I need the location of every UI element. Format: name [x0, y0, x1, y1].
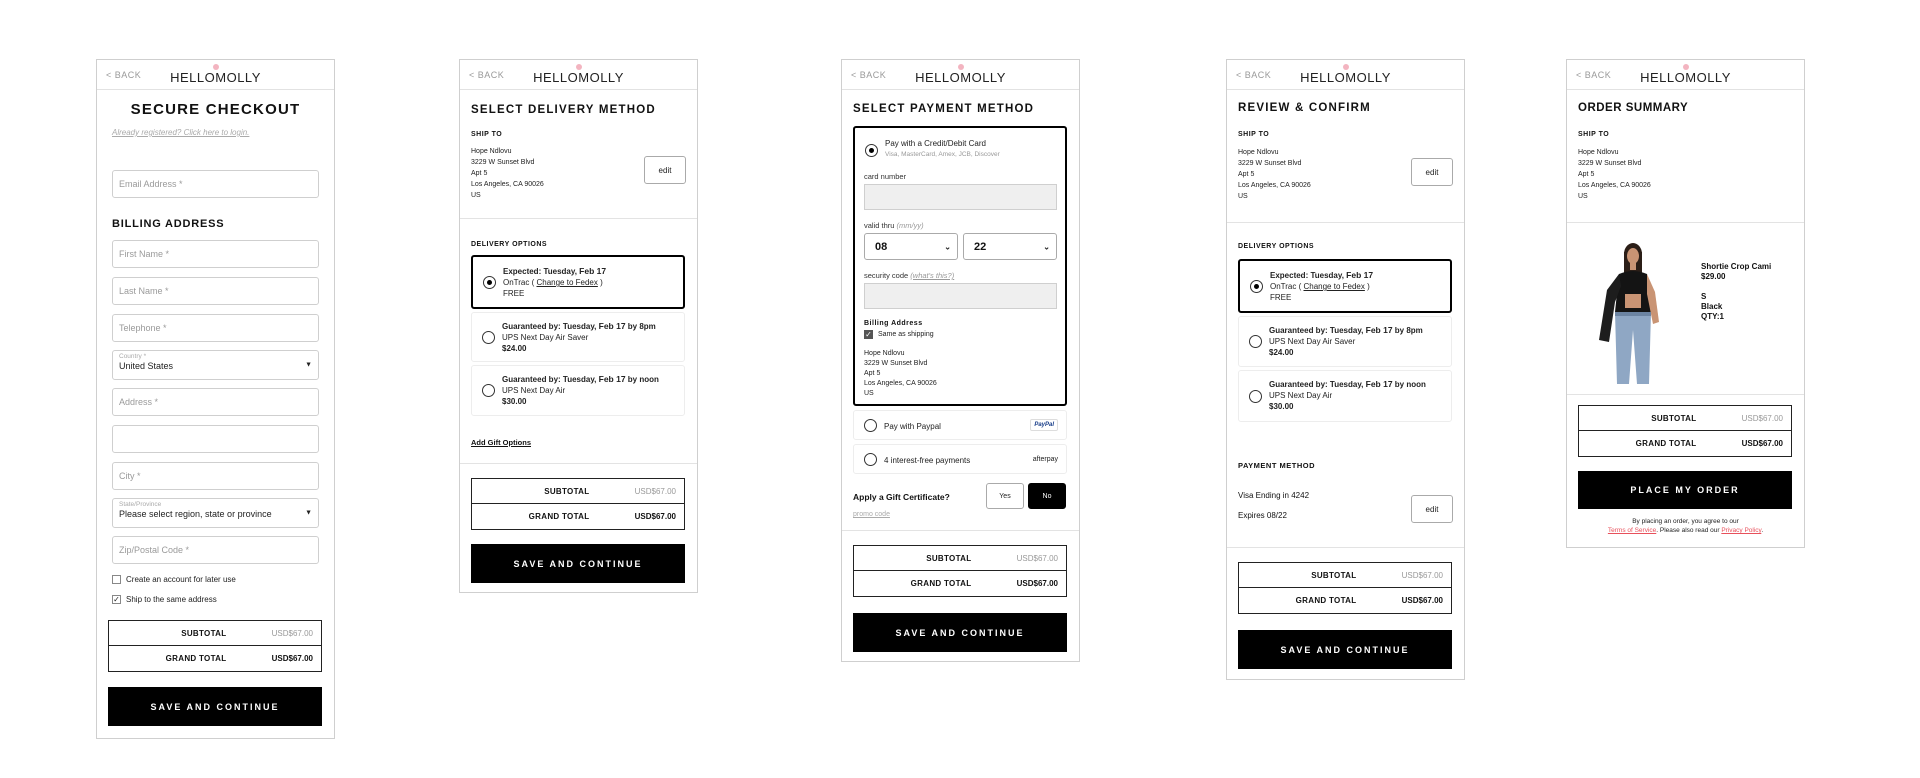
delivery-options-label: DELIVERY OPTIONS	[471, 241, 548, 248]
promo-code-link[interactable]: promo code	[853, 511, 890, 518]
address-line: 3229 W Sunset Blvd	[1238, 160, 1302, 167]
opt1-carrier: OnTrac (	[1270, 282, 1304, 291]
afterpay-logo: afterpay	[1032, 456, 1058, 463]
product-details	[1701, 262, 1771, 322]
delivery-option-ontrac[interactable]	[471, 255, 685, 309]
product-name[interactable]: Shortie Crop Cami	[1701, 262, 1772, 271]
ship-address	[471, 146, 544, 201]
logo[interactable]: HELLOMOLLY	[170, 70, 261, 85]
option-text	[1269, 325, 1423, 358]
subtotal-label: SUBTOTAL	[181, 628, 227, 638]
logo[interactable]: HELLOMOLLY	[1300, 70, 1391, 85]
edit-payment-button[interactable]: edit	[1411, 495, 1453, 523]
save-continue-button[interactable]: SAVE AND CONTINUE	[108, 687, 322, 726]
grand-total-label: GRAND TOTAL	[910, 579, 972, 588]
save-continue-button[interactable]: SAVE AND CONTINUE	[1238, 630, 1452, 669]
same-as-shipping-checkbox[interactable]	[864, 330, 934, 339]
divider	[460, 218, 697, 219]
opt2-carrier: UPS Next Day Air Saver	[1269, 337, 1356, 346]
delivery-option-ontrac[interactable]	[1238, 259, 1452, 313]
opt2-guaranteed: Guaranteed by: Tuesday,	[502, 322, 599, 331]
billing-heading: BILLING ADDRESS	[112, 218, 225, 230]
terms-of-service-link[interactable]: Terms of Service	[1607, 527, 1657, 534]
country-label: Country *	[119, 353, 147, 360]
product-qty: QTY:1	[1701, 312, 1724, 321]
subtotal-value: USD$67.00	[634, 486, 676, 496]
opt3-price: $30.00	[1269, 402, 1294, 411]
same-as-shipping-label: Same as shipping	[878, 331, 934, 338]
screen-payment-method	[841, 59, 1080, 662]
divider	[842, 530, 1079, 531]
divider	[1567, 222, 1804, 223]
country-select[interactable]	[112, 350, 319, 380]
opt2-date: Feb 17	[1365, 325, 1393, 335]
opt1-date: Feb 17	[1346, 270, 1374, 280]
header	[842, 60, 1079, 90]
opt2-carrier: UPS Next Day Air Saver	[502, 333, 589, 342]
grand-total-value: USD$67.00	[1741, 439, 1783, 448]
gift-no-button[interactable]: No	[1028, 483, 1066, 509]
checkmark-icon[interactable]: ✓	[865, 329, 872, 339]
opt1-carrier: OnTrac (	[503, 278, 537, 287]
afterpay-option[interactable]	[853, 444, 1067, 474]
billing-address	[864, 349, 937, 399]
page-title: SELECT DELIVERY METHOD	[471, 104, 656, 116]
opt3-guaranteed: Guaranteed by: Tuesday,	[502, 375, 599, 384]
chevron-down-icon: ⌄	[1043, 242, 1050, 251]
ship-to-label: SHIP TO	[1238, 131, 1270, 138]
year-value: 22	[974, 240, 987, 253]
opt2-time: by 8pm	[625, 322, 656, 331]
card-number-input[interactable]	[864, 184, 1057, 210]
page-title: SELECT PAYMENT METHOD	[853, 103, 1035, 115]
product-size: S	[1701, 292, 1707, 301]
card-title: Pay with a Credit/Debit Card	[885, 139, 986, 148]
save-continue-button[interactable]: SAVE AND CONTINUE	[853, 613, 1067, 652]
grand-total-value: USD$67.00	[1016, 579, 1058, 588]
terms-intro: By placing an order, you agree to our	[1632, 518, 1739, 525]
address-line: US	[1238, 193, 1248, 200]
back-link[interactable]: < BACK	[851, 70, 887, 80]
last-name-field[interactable]: Last Name *	[112, 277, 319, 305]
gift-certificate-label: Apply a Gift Certificate?	[853, 492, 950, 502]
security-code-label	[864, 271, 954, 280]
header	[460, 60, 697, 90]
change-fedex-link[interactable]: Change to Fedex	[1303, 282, 1365, 291]
back-link[interactable]: < BACK	[1576, 70, 1612, 80]
address-line: US	[864, 390, 874, 397]
logo[interactable]: HELLOMOLLY	[533, 70, 624, 85]
option-text	[503, 266, 606, 299]
delivery-option-ups-air[interactable]	[471, 365, 685, 416]
valid-thru-label	[864, 221, 924, 230]
grand-total-row	[109, 646, 321, 671]
opt3-guaranteed: Guaranteed by: Tuesday,	[1269, 380, 1366, 389]
state-label: State/Province	[119, 501, 162, 508]
header	[1227, 60, 1464, 90]
delivery-option-ups-saver[interactable]	[1238, 316, 1452, 367]
security-code-input[interactable]	[864, 283, 1057, 309]
radio-selected-icon[interactable]	[483, 276, 496, 289]
divider	[1227, 222, 1464, 223]
city-field[interactable]: City *	[112, 462, 319, 490]
opt3-carrier: UPS Next Day Air	[502, 386, 566, 395]
opt1-date: Feb 17	[579, 266, 607, 276]
logo[interactable]: HELLOMOLLY	[915, 70, 1006, 85]
divider	[460, 463, 697, 464]
header	[1567, 60, 1804, 90]
address-line: Hope Ndlovu	[1578, 149, 1619, 156]
opt2-price: $24.00	[1269, 348, 1294, 357]
page-title: ORDER SUMMARY	[1578, 102, 1689, 114]
totals-table	[1578, 405, 1792, 457]
opt2-date: Feb 17	[598, 321, 626, 331]
totals-table	[108, 620, 322, 672]
terms-text	[1567, 517, 1804, 535]
address-line: 3229 W Sunset Blvd	[864, 360, 928, 367]
card-expires: Expires 08/22	[1238, 511, 1287, 520]
ship-address	[1578, 147, 1651, 202]
radio-selected-icon[interactable]	[865, 144, 878, 157]
terms-end: .	[1761, 527, 1764, 534]
address-line: Apt 5	[1578, 171, 1595, 178]
opt3-date: Feb 17	[1365, 379, 1393, 389]
divider	[1227, 547, 1464, 548]
back-link[interactable]: < BACK	[469, 70, 505, 80]
address-line: US	[471, 192, 481, 199]
subtotal-row	[1239, 563, 1451, 588]
valid-thru-text: valid thru	[864, 221, 897, 230]
delivery-option-ups-air[interactable]	[1238, 370, 1452, 422]
subtotal-label: SUBTOTAL	[1311, 570, 1357, 580]
telephone-field[interactable]: Telephone *	[112, 314, 319, 342]
paypal-logo: PayPal	[1030, 419, 1058, 431]
delivery-options-label: DELIVERY OPTIONS	[1238, 243, 1315, 250]
state-value: Please select region, state or province	[119, 509, 272, 519]
grand-total-row	[1239, 588, 1451, 613]
screen-secure-checkout	[96, 59, 335, 739]
grand-total-label: GRAND TOTAL	[1295, 596, 1357, 605]
year-select[interactable]	[963, 233, 1057, 260]
radio-icon[interactable]	[864, 419, 877, 432]
create-account-label: Create an account for later use	[126, 575, 236, 584]
address-line: 3229 W Sunset Blvd	[1578, 160, 1642, 167]
option-text	[502, 321, 656, 354]
chevron-down-icon: ▼	[305, 509, 312, 517]
product-price: $29.00	[1701, 272, 1726, 281]
subtotal-label: SUBTOTAL	[1651, 413, 1697, 423]
gift-yes-button[interactable]: Yes	[986, 483, 1024, 509]
delivery-option-ups-saver[interactable]	[471, 312, 685, 362]
ship-to-label: SHIP TO	[1578, 131, 1610, 138]
address-field[interactable]: Address *	[112, 388, 319, 416]
opt1-paren: )	[597, 278, 603, 287]
page-title: REVIEW & CONFIRM	[1238, 102, 1371, 114]
grand-total-label: GRAND TOTAL	[165, 654, 227, 663]
address-line: Hope Ndlovu	[471, 148, 512, 155]
visa-ending: Visa Ending in 4242	[1238, 491, 1310, 500]
email-field[interactable]: Email Address *	[112, 170, 319, 198]
opt3-time: by noon	[625, 375, 659, 384]
login-link[interactable]: Already registered? Click here to login.	[112, 128, 250, 137]
screen-order-summary	[1566, 59, 1805, 548]
edit-shipping-button[interactable]: edit	[1411, 158, 1453, 186]
save-continue-button[interactable]: SAVE AND CONTINUE	[471, 544, 685, 583]
screen-review-confirm	[1226, 59, 1465, 680]
paypal-label: Pay with Paypal	[884, 422, 941, 431]
subtotal-value: USD$67.00	[1401, 570, 1443, 580]
whats-this-link[interactable]: (what's this?)	[910, 271, 955, 280]
subtotal-value: USD$67.00	[1741, 413, 1783, 423]
month-value: 08	[875, 240, 888, 253]
back-link[interactable]: < BACK	[1236, 70, 1272, 80]
card-payment-panel[interactable]	[853, 126, 1067, 406]
ship-same-checkbox[interactable]	[112, 595, 217, 604]
country-value: United States	[119, 361, 174, 371]
option-text	[1270, 270, 1373, 303]
opt3-date: Feb 17	[598, 374, 626, 384]
screen-delivery-method	[459, 59, 698, 593]
grand-total-row	[1579, 431, 1791, 456]
billing-address-label: Billing Address	[864, 320, 923, 327]
opt1-price: FREE	[503, 289, 525, 298]
totals-table	[471, 478, 685, 530]
grand-total-label: GRAND TOTAL	[1635, 439, 1697, 448]
opt1-price: FREE	[1270, 293, 1292, 302]
address-line: 3229 W Sunset Blvd	[471, 159, 535, 166]
radio-icon[interactable]	[482, 331, 495, 344]
grand-total-value: USD$67.00	[1401, 596, 1443, 605]
product-image	[1585, 242, 1677, 384]
radio-icon[interactable]	[1249, 390, 1262, 403]
opt2-guaranteed: Guaranteed by: Tuesday,	[1269, 326, 1366, 335]
checkmark-icon[interactable]: ✓	[113, 594, 120, 604]
change-fedex-link[interactable]: Change to Fedex	[536, 278, 598, 287]
chevron-down-icon: ⌄	[944, 242, 951, 251]
privacy-policy-link[interactable]: Privacy Policy	[1721, 527, 1762, 534]
valid-format: (mm/yy)	[896, 221, 924, 230]
opt2-time: by 8pm	[1392, 326, 1423, 335]
back-link[interactable]: < BACK	[106, 70, 142, 80]
subtotal-value: USD$67.00	[271, 628, 313, 638]
subtotal-row	[472, 479, 684, 504]
radio-selected-icon[interactable]	[1250, 280, 1263, 293]
address-line2-field[interactable]	[112, 425, 319, 453]
option-text	[1269, 379, 1426, 412]
payment-method-label: PAYMENT METHOD	[1238, 461, 1316, 470]
opt2-price: $24.00	[502, 344, 527, 353]
header	[97, 60, 334, 90]
address-line: Hope Ndlovu	[1238, 149, 1279, 156]
card-number-label: card number	[864, 172, 907, 181]
checkbox-icon[interactable]	[112, 575, 121, 584]
radio-icon[interactable]	[482, 384, 495, 397]
card-brands: Visa, MasterCard, Amex, JCB, Discover	[885, 151, 1000, 158]
address-line: Apt 5	[864, 370, 881, 377]
subtotal-row	[1579, 406, 1791, 431]
ship-to-label: SHIP TO	[471, 131, 503, 138]
option-text	[502, 374, 659, 407]
subtotal-row	[854, 546, 1066, 571]
subtotal-label: SUBTOTAL	[926, 553, 972, 563]
opt3-time: by noon	[1392, 380, 1426, 389]
page-title: SECURE CHECKOUT	[130, 101, 301, 118]
grand-total-label: GRAND TOTAL	[528, 512, 590, 521]
grand-total-value: USD$67.00	[634, 512, 676, 521]
edit-button[interactable]: edit	[644, 156, 686, 184]
address-line: Los Angeles, CA 90026	[471, 181, 544, 188]
grand-total-row	[854, 571, 1066, 596]
state-select[interactable]	[112, 498, 319, 528]
security-code-text: security code	[864, 271, 911, 280]
create-account-checkbox[interactable]	[112, 575, 236, 584]
grand-total-value: USD$67.00	[271, 654, 313, 663]
radio-icon[interactable]	[864, 453, 877, 466]
subtotal-label: SUBTOTAL	[544, 486, 590, 496]
address-line: Apt 5	[1238, 171, 1255, 178]
afterpay-label: 4 interest-free payments	[884, 456, 971, 465]
terms-mid: . Please also read our	[1656, 527, 1722, 534]
address-line: US	[1578, 193, 1588, 200]
radio-icon[interactable]	[1249, 335, 1262, 348]
divider	[1567, 394, 1804, 395]
month-select[interactable]	[864, 233, 958, 260]
terms-line2	[1567, 526, 1804, 535]
address-line: Apt 5	[471, 170, 488, 177]
opt3-price: $30.00	[502, 397, 527, 406]
subtotal-row	[109, 621, 321, 646]
subtotal-value: USD$67.00	[1016, 553, 1058, 563]
zip-field[interactable]: Zip/Postal Code *	[112, 536, 319, 564]
ship-same-label: Ship to the same address	[126, 595, 217, 604]
paypal-option[interactable]	[853, 410, 1067, 440]
totals-table	[1238, 562, 1452, 614]
chevron-down-icon: ▼	[305, 361, 312, 369]
product-color: Black	[1701, 302, 1723, 311]
logo[interactable]: HELLOMOLLY	[1640, 70, 1731, 85]
address-line: Hope Ndlovu	[864, 350, 905, 357]
gift-options-link[interactable]: Add Gift Options	[471, 438, 531, 447]
first-name-field[interactable]: First Name *	[112, 240, 319, 268]
place-order-button[interactable]: PLACE MY ORDER	[1578, 471, 1792, 509]
totals-table	[853, 545, 1067, 597]
opt1-paren: )	[1364, 282, 1370, 291]
opt3-carrier: UPS Next Day Air	[1269, 391, 1333, 400]
grand-total-row	[472, 504, 684, 529]
address-line: Los Angeles, CA 90026	[1578, 182, 1651, 189]
address-line: Los Angeles, CA 90026	[1238, 182, 1311, 189]
opt1-expected: Expected: Tuesday,	[1270, 271, 1347, 280]
ship-address	[1238, 147, 1311, 202]
opt1-expected: Expected: Tuesday,	[503, 267, 580, 276]
address-line: Los Angeles, CA 90026	[864, 380, 937, 387]
